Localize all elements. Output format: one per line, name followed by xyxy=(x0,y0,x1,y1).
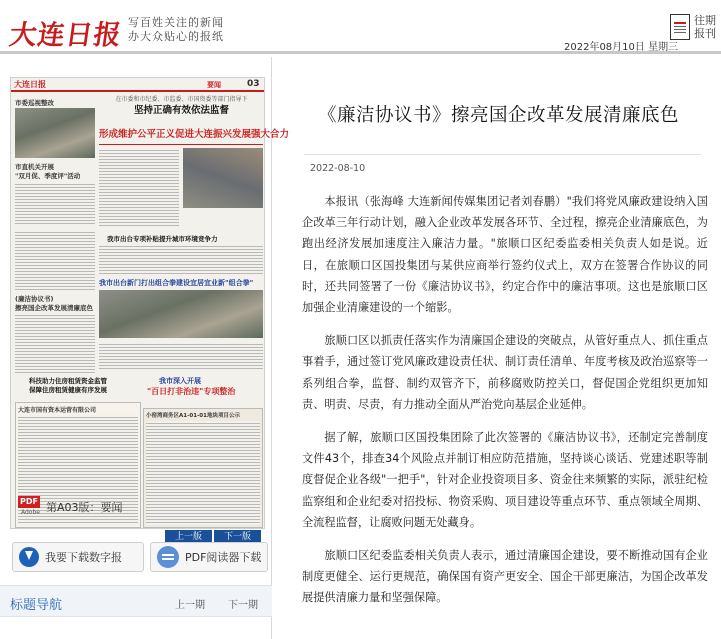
title-navigation-header xyxy=(0,585,272,617)
article-title: 《廉洁协议书》擦亮国企改革发展清廉底色 xyxy=(317,105,679,126)
newspaper-logo: 大连日报 xyxy=(14,79,46,89)
newspaper-icon xyxy=(670,14,690,40)
newspaper-masthead xyxy=(11,78,264,92)
prev-issue-link[interactable]: 上一期 xyxy=(175,600,205,611)
pdf-icon-text: PDF xyxy=(18,496,40,508)
next-issue-link[interactable]: 下一期 xyxy=(228,600,258,611)
download-digital-paper-button[interactable] xyxy=(12,542,144,572)
newspaper-snippet[interactable]: (廉洁协议书) xyxy=(15,295,54,303)
article-paragraph: 据了解，旅顺口区国投集团除了此次签署的《廉洁协议书》，还制定完善制度文件43个，排查34个风险点并制订相应防范措施，坚持谈心谈话、党建述职等制度督促企业各级"一把手"，针对企业投资项目多、资金往来频繁的实际，派驻纪检监察组和企业纪委对招投标、物资采购、项目建设等重点环节、重点领域全周期、全流程监督，让腐败问题无处藏身。 xyxy=(302,431,708,529)
pdf-section-label: 第A03版：要闻 xyxy=(46,501,123,514)
site-slogan xyxy=(128,16,224,44)
download-pdf-reader-button[interactable] xyxy=(150,542,268,572)
next-page-button[interactable]: 下一版 xyxy=(214,530,261,544)
pdf-section-link[interactable] xyxy=(18,496,123,518)
newspaper-text-block xyxy=(99,244,263,274)
pdf-icon xyxy=(18,496,42,518)
header-date: 2022年08月10日 星期三 xyxy=(564,42,679,53)
left-sidebar xyxy=(0,57,290,639)
newspaper-notice[interactable] xyxy=(143,408,263,528)
reader-icon xyxy=(157,546,179,568)
article-body xyxy=(302,191,708,621)
newspaper-photo xyxy=(15,108,95,158)
pdf-icon-subtext: Adobe xyxy=(21,509,40,516)
title-navigation-label: 标题导航 xyxy=(10,598,63,613)
newspaper-section: 要闻 xyxy=(207,81,221,89)
download-icon xyxy=(19,547,39,567)
newspaper-snippet[interactable]: 保障住房租赁健康有序发展 xyxy=(29,386,107,394)
newspaper-text-block xyxy=(99,342,263,370)
article-date: 2022-08-10 xyxy=(310,163,366,174)
newspaper-photo xyxy=(183,148,263,208)
newspaper-headline-1[interactable]: 坚持正确有效依法监督 xyxy=(133,105,229,116)
article-paragraph: 旅顺口区以抓责任落实作为清廉国企建设的突破点，从管好重点人、抓住重点事着手，通过签订党风廉政建设责任状、制订责任清单、年度考核及政治巡察等一系列组合拳，监督、制约双管齐下，前移腐败防控关口，督促国企党组织更加知责、明责、尽责，有力推动全面从严治党向基层企业延伸。 xyxy=(302,334,708,411)
newspaper-snippet[interactable]: 市委巡视整改 xyxy=(15,99,54,107)
past-issue-label: 往期报刊 xyxy=(694,14,716,40)
download-digital-paper-label: 我要下载数字报 xyxy=(45,551,122,564)
newspaper-text-block xyxy=(15,313,95,373)
newspaper-page-thumbnail[interactable] xyxy=(10,77,290,529)
article-panel xyxy=(276,57,721,639)
slogan-line-2: 办大众贴心的报纸 xyxy=(128,30,224,43)
newspaper-snippet: 小窑湾商务区A1-01-01地块项目公示 xyxy=(146,413,240,419)
newspaper-headline-2[interactable]: 形成维护公平正义促进大连振兴发展强大合力 xyxy=(99,129,290,140)
newspaper-subheading: 在市委和市纪委、市监委、市国资委等部门指导下 xyxy=(115,96,248,103)
newspaper-text-block xyxy=(146,421,260,525)
download-pdf-reader-label: PDF阅读器下载 xyxy=(185,551,262,564)
newspaper-text-block xyxy=(15,182,95,226)
site-logo[interactable]: 大连日报 xyxy=(7,20,124,51)
newspaper-snippet[interactable]: 市直机关开展 xyxy=(15,163,54,171)
newspaper-rule xyxy=(99,144,263,145)
slogan-line-1: 写百姓关注的新闻 xyxy=(128,16,224,29)
newspaper-snippet[interactable]: 我市出台专项补贴提升城市环境竞争力 xyxy=(107,235,218,243)
newspaper-snippet[interactable]: "双月促、季度评"活动 xyxy=(15,172,81,180)
article-paragraph: 本报讯（张海峰 大连新闻传媒集团记者刘春鹏）"我们将党风廉政建设纳入国企改革三年行动计划，融入企业改革发展各环节、全过程，擦亮企业清廉底色，为跑出经济发展加速度注入廉洁力量。"旅顺口区纪委监委相关负责人如是说。近日，在旅顺口区国投集团与某供应商举行签约仪式上，双方在签署合作协议的同时，还共同签署了一份《廉洁协议书》，约定合作中的廉洁事项。这也是旅顺口区加强企业清廉建设的一个缩影。 xyxy=(302,195,708,315)
newspaper-snippet[interactable]: "百日打非治违"专项整治 xyxy=(147,387,236,396)
newspaper-text-block xyxy=(15,230,95,290)
newspaper-text-block xyxy=(99,148,179,228)
newspaper-snippet[interactable]: 擦亮国企改革发展清廉底色 xyxy=(15,304,93,312)
article-divider xyxy=(304,154,701,155)
site-header xyxy=(0,0,721,54)
newspaper-page-number: 03 xyxy=(247,79,260,89)
newspaper-snippet[interactable]: 我市出台新门打出组合拳建设宜居宜业新"组合拳" xyxy=(99,279,254,287)
newspaper-snippet[interactable]: 我市深入开展 xyxy=(159,377,201,385)
prev-page-button[interactable]: 上一版 xyxy=(165,530,212,544)
newspaper-photo xyxy=(99,290,263,338)
article-paragraph: 旅顺口区纪委监委相关负责人表示，通过清廉国企建设，要不断推动国有企业制度更健全、运行更规范，确保国有资产更安全、国企干部更廉洁，为国企改革发展提供清廉力量和坚强保障。 xyxy=(302,549,708,605)
past-issue-link[interactable] xyxy=(670,14,718,40)
newspaper-snippet[interactable]: 科技助力住房租赁资金监管 xyxy=(29,377,107,385)
newspaper-snippet: 大连市国有资本运营有限公司 xyxy=(18,407,97,414)
